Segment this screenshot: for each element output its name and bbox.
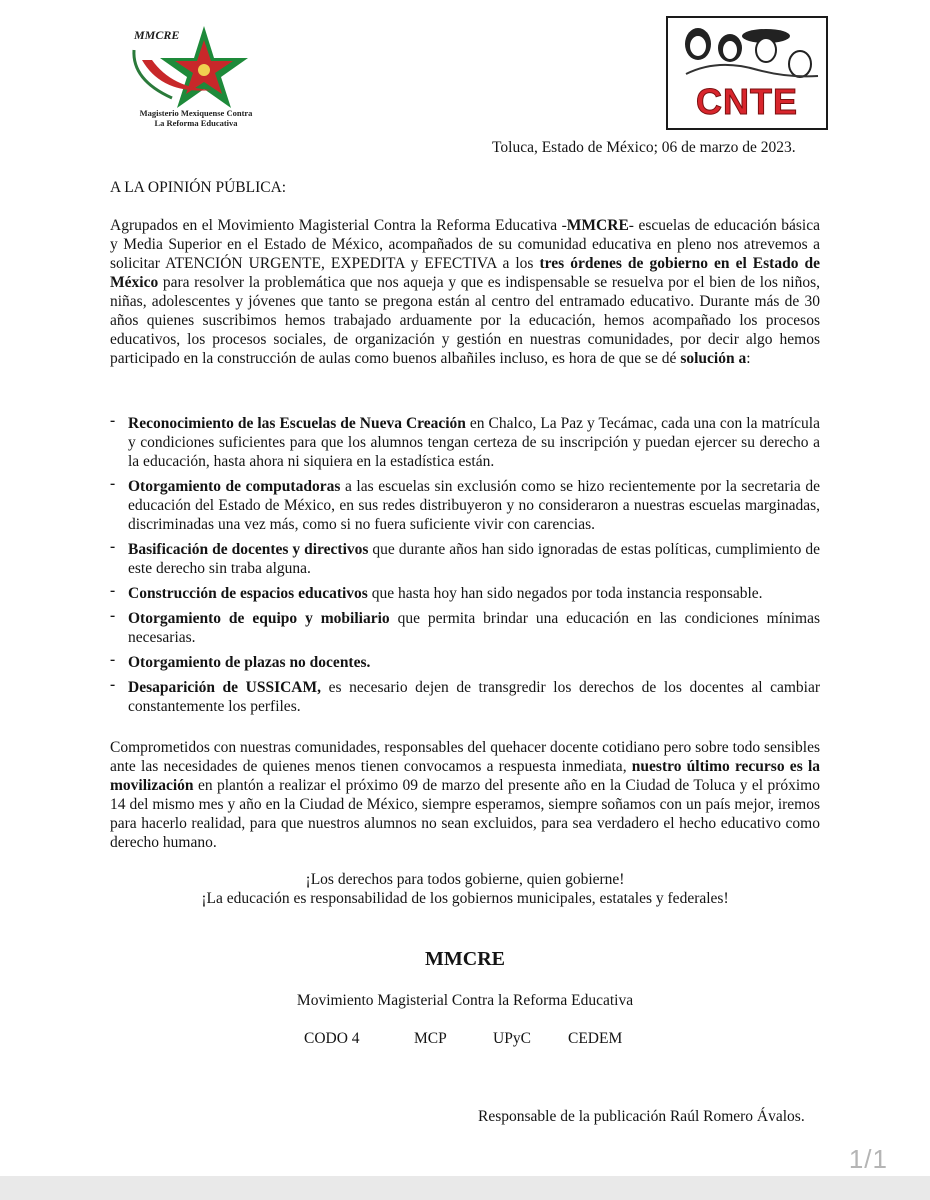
- intro-text-1: Agrupados en el Movimiento Magisterial Contra la Reforma Educativa -: [110, 217, 567, 234]
- slogans: [110, 870, 820, 908]
- demand-text: a las escuelas sin exclusión como se hizo recientemente por la secretaria de educación del Estado de México, en sus redes distribuyeron y no consideraron a nuestras escuelas marginadas, discriminadas una vez más, como si no fuera suficiente vivir con carencias.: [128, 478, 820, 533]
- demand-item: [110, 477, 820, 534]
- list-dash: -: [110, 582, 116, 599]
- intro-text-3: para resolver la problemática que nos aqueja y que es indispensable se resuelva por el bien de los niños, niñas, adolescentes y jóvenes que tanto se pregona están al centro del entramado educativo. Durante más de 30 años quienes suscribimos hemos trabajado arduamente por la educación, hemos acompañado los procesos educativos, los procesos sociales, de organización y gestión en nuestras comunidades, por decir algo hemos participado en la construcción de aulas como buenos albañiles incluso, es hora de que se dé: [110, 274, 820, 367]
- closing-text-2: en plantón a realizar el próximo 09 de marzo del presente año en la Ciudad de Toluca y el próximo 14 del mismo mes y año en la Ciudad de México, siempre esperamos, siempre soñamos con un país mejor, iremos para hacerlo realidad, para que nuestros alumnos no sean excluidos, para sea verdadero el hecho educativo como derecho humano.: [110, 777, 820, 851]
- place-date: Toluca, Estado de México; 06 de marzo de 2023.: [492, 139, 796, 156]
- demand-bold: Desaparición de USSICAM,: [128, 679, 321, 696]
- intro-text-2: - escuelas de educación básica y Media Superior en el Estado de México, acompañados de su comunidad educativa en pleno nos atrevemos a solicitar ATENCIÓN URGENTE, EXPEDITA y EFECTIVA a los: [110, 217, 821, 272]
- demand-text: que permita brindar una educación en las condiciones mínimas necesarias.: [128, 610, 821, 646]
- intro-text-4: :: [746, 350, 751, 367]
- mmcre-logo-caption-line2: La Reforma Educativa: [154, 118, 238, 128]
- demand-text: en Chalco, La Paz y Tecámac, cada una con la matrícula y condiciones suficientes para que los alumnos tengan certeza de su inscripción y puedan ejercer su derecho a la educación, hasta ahora ni siquiera en la estadística están.: [128, 415, 820, 470]
- organization-name: UPyC: [493, 1030, 531, 1047]
- list-dash: -: [110, 538, 116, 555]
- demand-item: [110, 678, 820, 716]
- demand-item: [110, 540, 820, 578]
- signature-acronym: MMCRE: [425, 948, 505, 970]
- demand-item: [110, 414, 820, 471]
- demand-text: que durante años han sido ignoradas de estas políticas, cumplimiento de este derecho sin traba alguna.: [128, 541, 820, 577]
- demand-text: es necesario dejen de transgredir los derechos de los docentes al cambiar constantemente los perfiles.: [128, 679, 820, 715]
- demand-bold: Otorgamiento de equipo y mobiliario: [128, 610, 390, 627]
- list-dash: -: [110, 651, 116, 668]
- demand-bold: Reconocimiento de las Escuelas de Nueva Creación: [128, 415, 466, 432]
- intro-bold-1: MMCRE: [566, 217, 629, 234]
- demand-bold: Otorgamiento de plazas no docentes.: [128, 654, 371, 671]
- intro-bold-3: solución a: [680, 350, 747, 367]
- viewer-bottom-bar: [0, 1176, 930, 1200]
- closing-text-1: Comprometidos con nuestras comunidades, responsables del quehacer docente cotidiano pero sobre todo sensibles ante las necesidades de quienes menos tienen convocamos a respuesta inmediata,: [110, 739, 820, 775]
- closing-bold-1: nuestro último recurso es la movilización: [110, 758, 820, 794]
- closing-paragraph: [110, 738, 820, 852]
- mmcre-logo: [112, 20, 270, 132]
- mmcre-logo-caption-line1: Magisterio Mexiquense Contra: [139, 108, 253, 118]
- list-dash: -: [110, 475, 116, 492]
- cnte-logo: [666, 16, 828, 130]
- demand-item: [110, 653, 820, 672]
- organization-name: MCP: [414, 1030, 447, 1047]
- mmcre-logo-caption: [126, 108, 266, 128]
- list-dash: -: [110, 607, 116, 624]
- demand-bold: Construcción de espacios educativos: [128, 585, 368, 602]
- mmcre-logo-name: MMCRE: [134, 28, 180, 42]
- intro-paragraph: [110, 216, 820, 368]
- cnte-logo-text: CNTE: [696, 81, 798, 122]
- publication-responsible: Responsable de la publicación Raúl Romero Ávalos.: [478, 1108, 805, 1125]
- demand-bold: Otorgamiento de computadoras: [128, 478, 341, 495]
- slogan-line: ¡Los derechos para todos gobierne, quien gobierne!: [305, 871, 625, 888]
- demand-item: [110, 584, 820, 603]
- demand-bold: Basificación de docentes y directivos: [128, 541, 369, 558]
- demands-list: [110, 414, 820, 716]
- list-dash: -: [110, 676, 116, 693]
- demand-text: que hasta hoy han sido negados por toda instancia responsable.: [367, 585, 763, 602]
- list-dash: -: [110, 412, 116, 429]
- organization-name: CODO 4: [304, 1030, 360, 1047]
- intro-bold-2: tres órdenes de gobierno en el Estado de México: [110, 255, 821, 291]
- slogan-line: ¡La educación es responsabilidad de los gobiernos municipales, estatales y federales!: [201, 890, 729, 907]
- demand-item: [110, 609, 820, 647]
- salutation: A LA OPINIÓN PÚBLICA:: [110, 179, 287, 196]
- organization-name: CEDEM: [568, 1030, 623, 1047]
- page-indicator: 1/1: [848, 1144, 888, 1174]
- signature-full-name: Movimiento Magisterial Contra la Reforma Educativa: [296, 992, 634, 1009]
